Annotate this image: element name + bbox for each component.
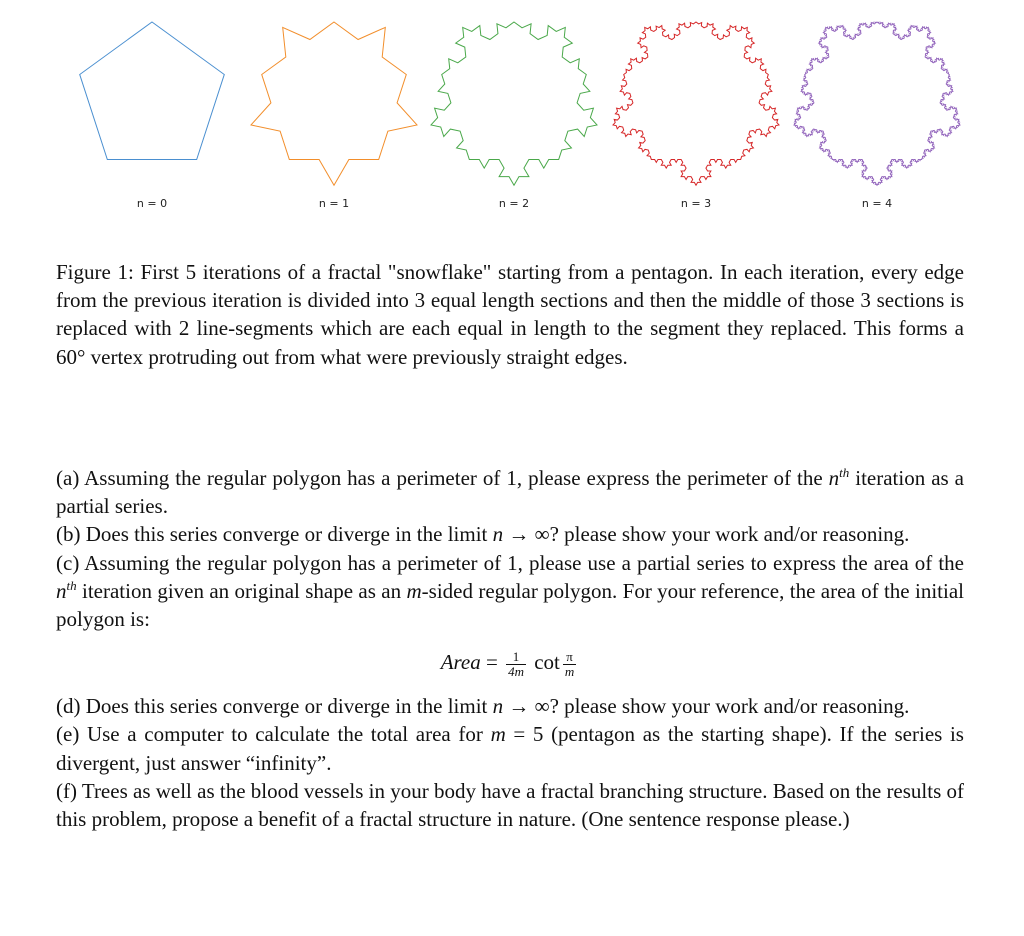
panel-n3-label: n = 3 xyxy=(680,197,712,210)
panel-n1 xyxy=(251,22,417,210)
question-c-text-end: -sided regular polygon. For your reference, the area of the initial polygon is: xyxy=(56,578,964,632)
formula-lhs: Area xyxy=(440,650,481,675)
question-e-text: (e) Use a computer to calculate the total area for xyxy=(56,722,491,747)
question-d-text: (d) Does this series converge or diverge in the limit xyxy=(56,694,493,719)
figure-caption xyxy=(56,258,964,371)
question-d-text-end: ? please show your work and/or reasoning. xyxy=(549,694,910,719)
math-equals-5: = 5 xyxy=(505,722,544,747)
math-var-n: n xyxy=(492,694,504,719)
math-var-m: m xyxy=(406,578,422,603)
snowflake-n4-path xyxy=(794,22,960,185)
snowflake-n1-path xyxy=(251,22,417,185)
fractal-snowflake-figure xyxy=(0,0,1024,220)
fraction-1-numerator: 1 xyxy=(506,650,526,665)
panel-n0-label: n = 0 xyxy=(136,197,168,210)
formula-equals: = xyxy=(480,650,504,675)
math-limit-arrow: → ∞ xyxy=(503,694,550,719)
math-limit-arrow: → ∞ xyxy=(503,522,550,547)
panel-n3 xyxy=(613,22,779,210)
question-b-text-end: ? please show your work and/or reasoning. xyxy=(549,522,910,547)
question-e-text-end: (pentagon as the starting shape). If the series is divergent, just answer “infinity”. xyxy=(56,722,964,775)
math-var-n: n xyxy=(492,522,504,547)
caption-text: First 5 iterations of a fractal "snowflake" starting from a pentagon. In each iteration, every edge from the previous iteration is divided into 3 equal length sections and then the middle of those 3 sections is replaced with 2 line-segments which are each equal in length to the segment they replaced. This forms a 60° vertex protruding out from what were previously straight edges. xyxy=(56,260,965,369)
snowflake-n2-path xyxy=(431,22,597,185)
questions-section xyxy=(56,464,964,833)
area-formula xyxy=(56,642,964,682)
math-var-n: n xyxy=(828,466,840,490)
question-f-text: (f) Trees as well as the blood vessels in your body have a fractal branching structure. Based on the results of this problem, propose a benefit of a fractal structure in nature. (One sentence response please.) xyxy=(56,778,965,832)
math-var-m: m xyxy=(490,722,506,747)
math-var-n: n xyxy=(56,578,67,603)
question-b xyxy=(56,520,964,548)
question-f xyxy=(56,777,964,833)
question-a-text-end: iteration as a partial series. xyxy=(56,466,964,519)
snowflake-n0-path xyxy=(80,22,225,159)
panel-n2-label: n = 2 xyxy=(498,197,530,210)
fraction-1-denominator: 4m xyxy=(508,663,524,679)
panel-n4 xyxy=(794,22,960,210)
snowflake-n3-path xyxy=(613,22,779,185)
question-c-text-mid: iteration given an original shape as an xyxy=(76,578,407,603)
panel-n0 xyxy=(80,22,225,210)
fraction-2-numerator: π xyxy=(563,650,576,665)
fraction-2-denominator: m xyxy=(564,663,575,679)
panel-n4-label: n = 4 xyxy=(861,197,893,210)
question-c-text: (c) Assuming the regular polygon has a perimeter of 1, please use a partial series to express the area of the xyxy=(56,550,964,575)
math-sup-th: th xyxy=(839,465,850,480)
formula-fraction-2 xyxy=(563,650,576,679)
question-e xyxy=(56,720,964,776)
panel-n2 xyxy=(431,22,597,210)
caption-label: Figure 1: xyxy=(56,260,134,284)
question-a-text: (a) Assuming the regular polygon has a perimeter of 1, please express the perimeter of the xyxy=(56,466,829,490)
panel-n1-label: n = 1 xyxy=(318,197,350,210)
math-sup-th: th xyxy=(66,577,77,593)
question-b-text: (b) Does this series converge or diverge in the limit xyxy=(56,522,493,547)
question-d xyxy=(56,692,964,720)
formula-cot: cot xyxy=(534,650,560,675)
formula-fraction-1 xyxy=(506,650,526,679)
question-a xyxy=(56,464,964,520)
question-c xyxy=(56,549,964,634)
